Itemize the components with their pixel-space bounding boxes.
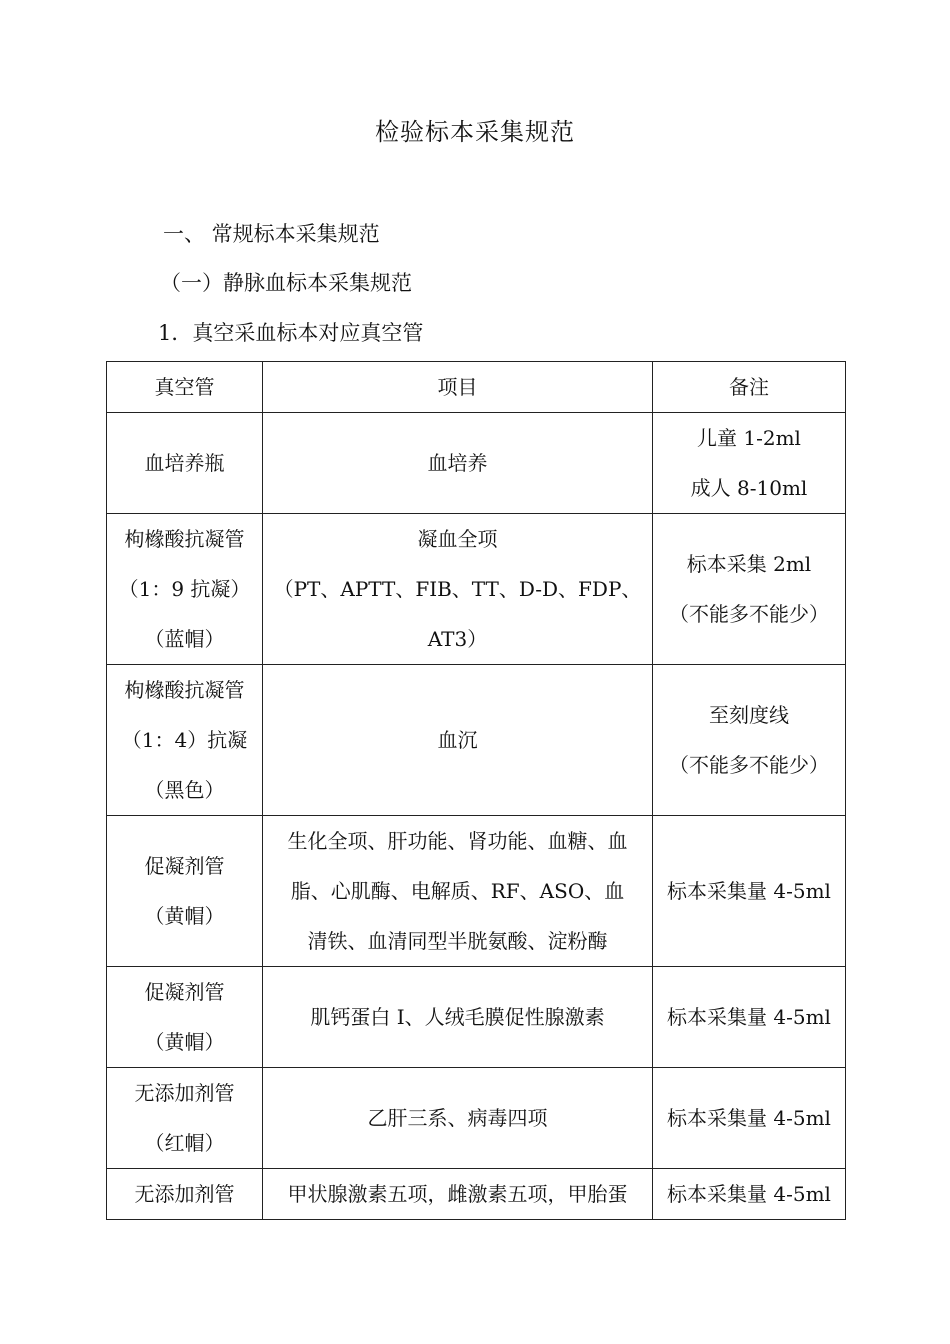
items-cell bbox=[263, 514, 653, 665]
items-text: 血沉 bbox=[437, 728, 478, 752]
table-row bbox=[107, 1169, 846, 1220]
tube-text: （1：9 抗凝） bbox=[118, 577, 251, 601]
items-text: 清铁、血清同型半胱氨酸、淀粉酶 bbox=[307, 929, 608, 953]
note-cell bbox=[653, 514, 846, 665]
items-cell bbox=[263, 816, 653, 967]
tube-cell bbox=[107, 1169, 263, 1220]
note-cell bbox=[653, 1068, 846, 1169]
note-cell bbox=[653, 665, 846, 816]
note-cell bbox=[653, 967, 846, 1068]
note-text: 儿童 1-2ml bbox=[697, 426, 801, 450]
tube-text: 促凝剂管 bbox=[144, 980, 225, 1004]
tube-cell bbox=[107, 665, 263, 816]
note-cell bbox=[653, 1169, 846, 1220]
table-row bbox=[107, 967, 846, 1068]
section-heading-routine-specimen: 一、 常规标本采集规范 bbox=[163, 222, 380, 246]
items-text: 生化全项、肝功能、肾功能、血糖、血 bbox=[287, 829, 628, 853]
tube-text: 无添加剂管 bbox=[134, 1182, 235, 1206]
tube-text: （黑色） bbox=[144, 778, 225, 802]
note-text: 标本采集量 4-5ml bbox=[667, 879, 831, 903]
note-text: 标本采集量 4-5ml bbox=[667, 1005, 831, 1029]
items-cell bbox=[263, 413, 653, 514]
items-cell bbox=[263, 1169, 653, 1220]
header-tube: 真空管 bbox=[107, 362, 263, 413]
table-header-row bbox=[107, 362, 846, 413]
table-row bbox=[107, 1068, 846, 1169]
items-text: 血培养 bbox=[427, 451, 488, 475]
item-heading-vacuum-tubes: 1．真空采血标本对应真空管 bbox=[158, 321, 424, 345]
document-title: 检验标本采集规范 bbox=[375, 118, 575, 146]
tube-text: 枸橼酸抗凝管 bbox=[124, 678, 245, 702]
items-text: 脂、心肌酶、电解质、RF、ASO、血 bbox=[290, 879, 625, 903]
items-text: 肌钙蛋白 I、人绒毛膜促性腺激素 bbox=[310, 1005, 605, 1029]
tube-cell bbox=[107, 1068, 263, 1169]
table-row bbox=[107, 413, 846, 514]
vacuum-tube-table bbox=[106, 361, 846, 1220]
items-text: 凝血全项 bbox=[417, 527, 498, 551]
note-text: 成人 8-10ml bbox=[690, 476, 808, 500]
items-text: AT3） bbox=[427, 627, 488, 651]
tube-text: 促凝剂管 bbox=[144, 854, 225, 878]
table-row bbox=[107, 514, 846, 665]
tube-text: 无添加剂管 bbox=[134, 1081, 235, 1105]
items-text: （PT、APTT、FIB、TT、D-D、FDP、 bbox=[273, 577, 642, 601]
items-cell bbox=[263, 967, 653, 1068]
note-text: （不能多不能少） bbox=[669, 602, 829, 626]
note-text: 标本采集 2ml bbox=[686, 552, 812, 576]
note-cell bbox=[653, 816, 846, 967]
tube-text: （黄帽） bbox=[144, 904, 225, 928]
tube-cell bbox=[107, 413, 263, 514]
table-row bbox=[107, 665, 846, 816]
tube-cell bbox=[107, 816, 263, 967]
note-text: 标本采集量 4-5ml bbox=[667, 1106, 831, 1130]
items-text: 甲状腺激素五项，雌激素五项，甲胎蛋 bbox=[287, 1182, 628, 1206]
note-cell bbox=[653, 413, 846, 514]
tube-text: （1：4）抗凝 bbox=[121, 728, 248, 752]
subsection-heading-venous-blood: （一）静脉血标本采集规范 bbox=[160, 271, 412, 295]
note-text: 标本采集量 4-5ml bbox=[667, 1182, 831, 1206]
items-cell bbox=[263, 665, 653, 816]
tube-cell bbox=[107, 514, 263, 665]
items-text: 乙肝三系、病毒四项 bbox=[367, 1106, 548, 1130]
tube-text: 枸橼酸抗凝管 bbox=[124, 527, 245, 551]
tube-cell bbox=[107, 967, 263, 1068]
items-cell bbox=[263, 1068, 653, 1169]
header-note: 备注 bbox=[653, 362, 846, 413]
table-row bbox=[107, 816, 846, 967]
tube-text: 血培养瓶 bbox=[144, 451, 225, 475]
tube-text: （黄帽） bbox=[144, 1030, 225, 1054]
header-items: 项目 bbox=[263, 362, 653, 413]
note-text: 至刻度线 bbox=[709, 703, 789, 727]
note-text: （不能多不能少） bbox=[669, 753, 829, 777]
tube-text: （蓝帽） bbox=[144, 627, 225, 651]
tube-text: （红帽） bbox=[144, 1131, 225, 1155]
